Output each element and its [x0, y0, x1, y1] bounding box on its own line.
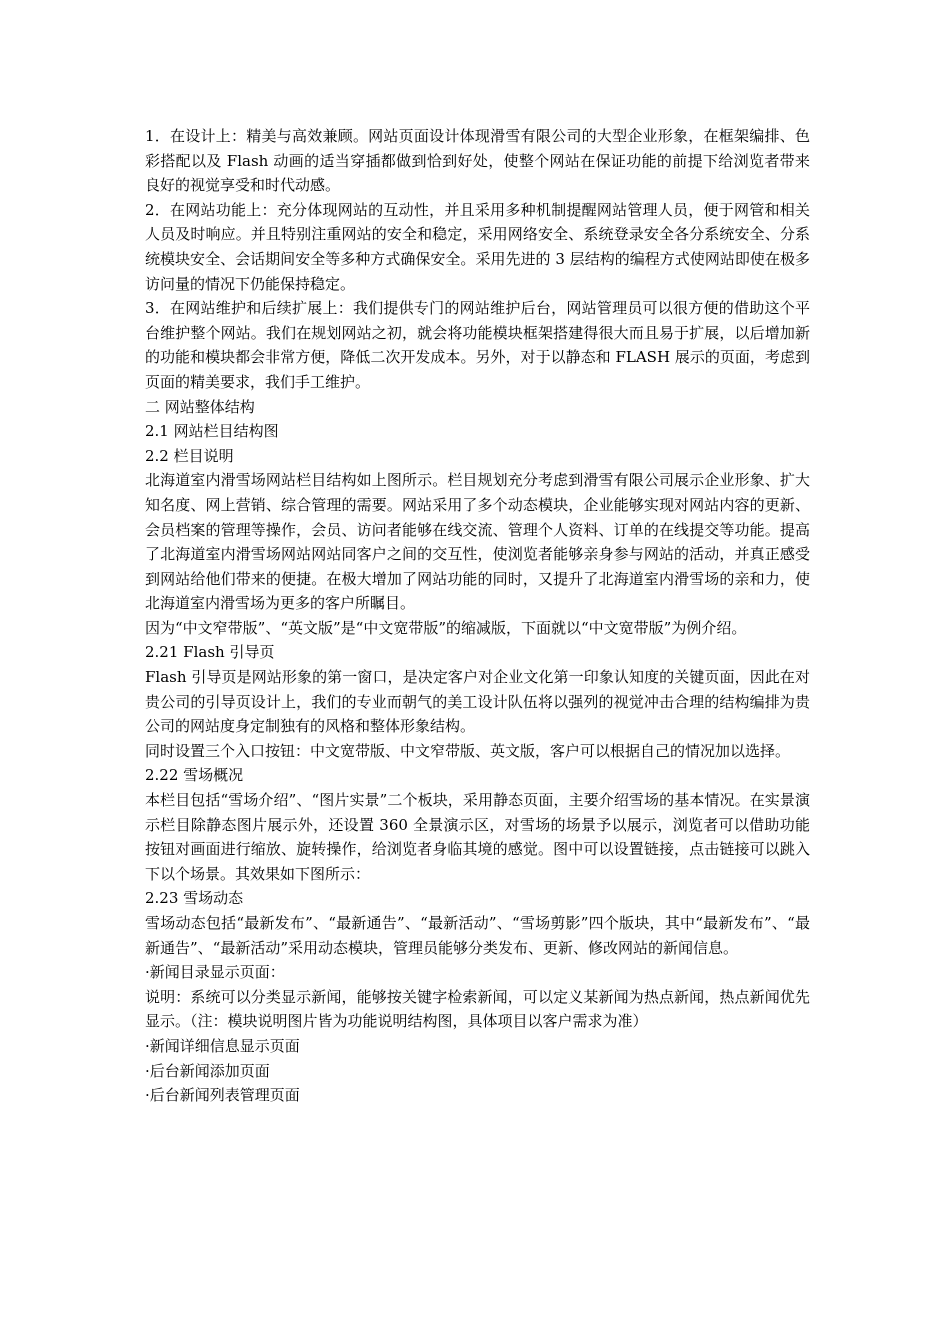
list-item-news-add: ·后台新闻添加页面 [145, 1061, 270, 1080]
document-body [145, 124, 810, 1108]
heading-column-structure-diagram: 2.1 网站栏目结构图 [145, 422, 279, 441]
list-item-news-catalog: ·新闻目录显示页面： [145, 963, 285, 982]
list-item-news-detail: ·新闻详细信息显示页面 [145, 1036, 300, 1055]
list-item-news-list-admin: ·后台新闻列表管理页面 [145, 1086, 300, 1105]
heading-ski-news: 2.23 雪场动态 [145, 889, 244, 908]
paragraph-ski-news: 雪场动态包括“最新发布”、“最新通告”、“最新活动”、“雪场剪影”四个版块，其中“最新发布”、“最新通告”、“最新活动”采用动态模块，管理员能够分类发布、更新、修改网站的新闻信息。 [145, 914, 810, 957]
paragraph-maintenance: 3．在网站维护和后续扩展上：我们提供专门的网站维护后台，网站管理员可以很方便的借助这个平台维护整个网站。我们在规划网站之初，就会将功能模块框架搭建得很大而且易于扩展，以后增加新的功能和模块都会非常方便，降低二次开发成本。另外，对于以静态和 FLASH 展示的页面，考虑到页面的精美要求，我们手工维护。 [145, 299, 810, 391]
paragraph-ski-overview: 本栏目包括“雪场介绍”、“图片实景”二个板块，采用静态页面，主要介绍雪场的基本情况。在实景演示栏目除静态图片展示外，还设置 360 全景演示区，对雪场的场景予以展示，浏览者可以借助功能按钮对画面进行缩放、旋转操作，给浏览者身临其境的感觉。图中可以设置链接，点击链接可以跳入下以个场景。其效果如下图所示： [145, 791, 810, 883]
paragraph-flash-intro: Flash 引导页是网站形象的第一窗口，是决定客户对企业文化第一印象认知度的关键页面，因此在对贵公司的引导页设计上，我们的专业而朝气的美工设计队伍将以强列的视觉冲击合理的结构编排为贵公司的网站度身定制独有的风格和整体形象结构。 [145, 668, 810, 736]
heading-overall-structure: 二 网站整体结构 [145, 397, 255, 416]
paragraph-news-catalog-note: 说明：系统可以分类显示新闻，能够按关键字检索新闻，可以定义某新闻为热点新闻，热点新闻优先显示。（注：模块说明图片皆为功能说明结构图，具体项目以客户需求为准） [145, 987, 810, 1031]
paragraph-column-description: 北海道室内滑雪场网站栏目结构如上图所示。栏目规划充分考虑到滑雪有限公司展示企业形象、扩大知名度、网上营销、综合管理的需要。网站采用了多个动态模块，企业能够实现对网站内容的更新、会员档案的管理等操作，会员、访问者能够在线交流、管理个人资料、订单的在线提交等功能。提高了北海道室内滑雪场网站网站同客户之间的交互性，使浏览者能够亲身参与网站的活动，并真正感受到网站给他们带来的便捷。在极大增加了网站功能的同时，又提升了北海道室内滑雪场的亲和力，使北海道室内滑雪场为更多的客户所瞩目。 [145, 471, 810, 613]
paragraph-version-note: 因为“中文窄带版”、“英文版”是“中文宽带版”的缩减版，下面就以“中文宽带版”为例介绍。 [145, 618, 747, 637]
paragraph-function: 2．在网站功能上：充分体现网站的互动性，并且采用多种机制提醒网站管理人员，便于网管和相关人员及时响应。并且特别注重网站的安全和稳定，采用网络安全、系统登录安全各分系统安全、分系统模块安全、会话期间安全等多种方式确保安全。采用先进的 3 层结构的编程方式使网站即使在极多访问量的情况下仍能保持稳定。 [145, 200, 810, 293]
heading-flash-intro: 2.21 Flash 引导页 [145, 643, 275, 662]
paragraph-entry-buttons: 同时设置三个入口按钮：中文宽带版、中文窄带版、英文版，客户可以根据自己的情况加以选择。 [145, 741, 791, 760]
heading-column-description: 2.2 栏目说明 [145, 446, 234, 465]
heading-ski-overview: 2.22 雪场概况 [145, 766, 244, 785]
paragraph-design: 1．在设计上：精美与高效兼顾。网站页面设计体现滑雪有限公司的大型企业形象，在框架编排、色彩搭配以及 Flash 动画的适当穿插都做到恰到好处，使整个网站在保证功能的前提下给浏览者带来良好的视觉享受和时代动感。 [145, 127, 810, 195]
